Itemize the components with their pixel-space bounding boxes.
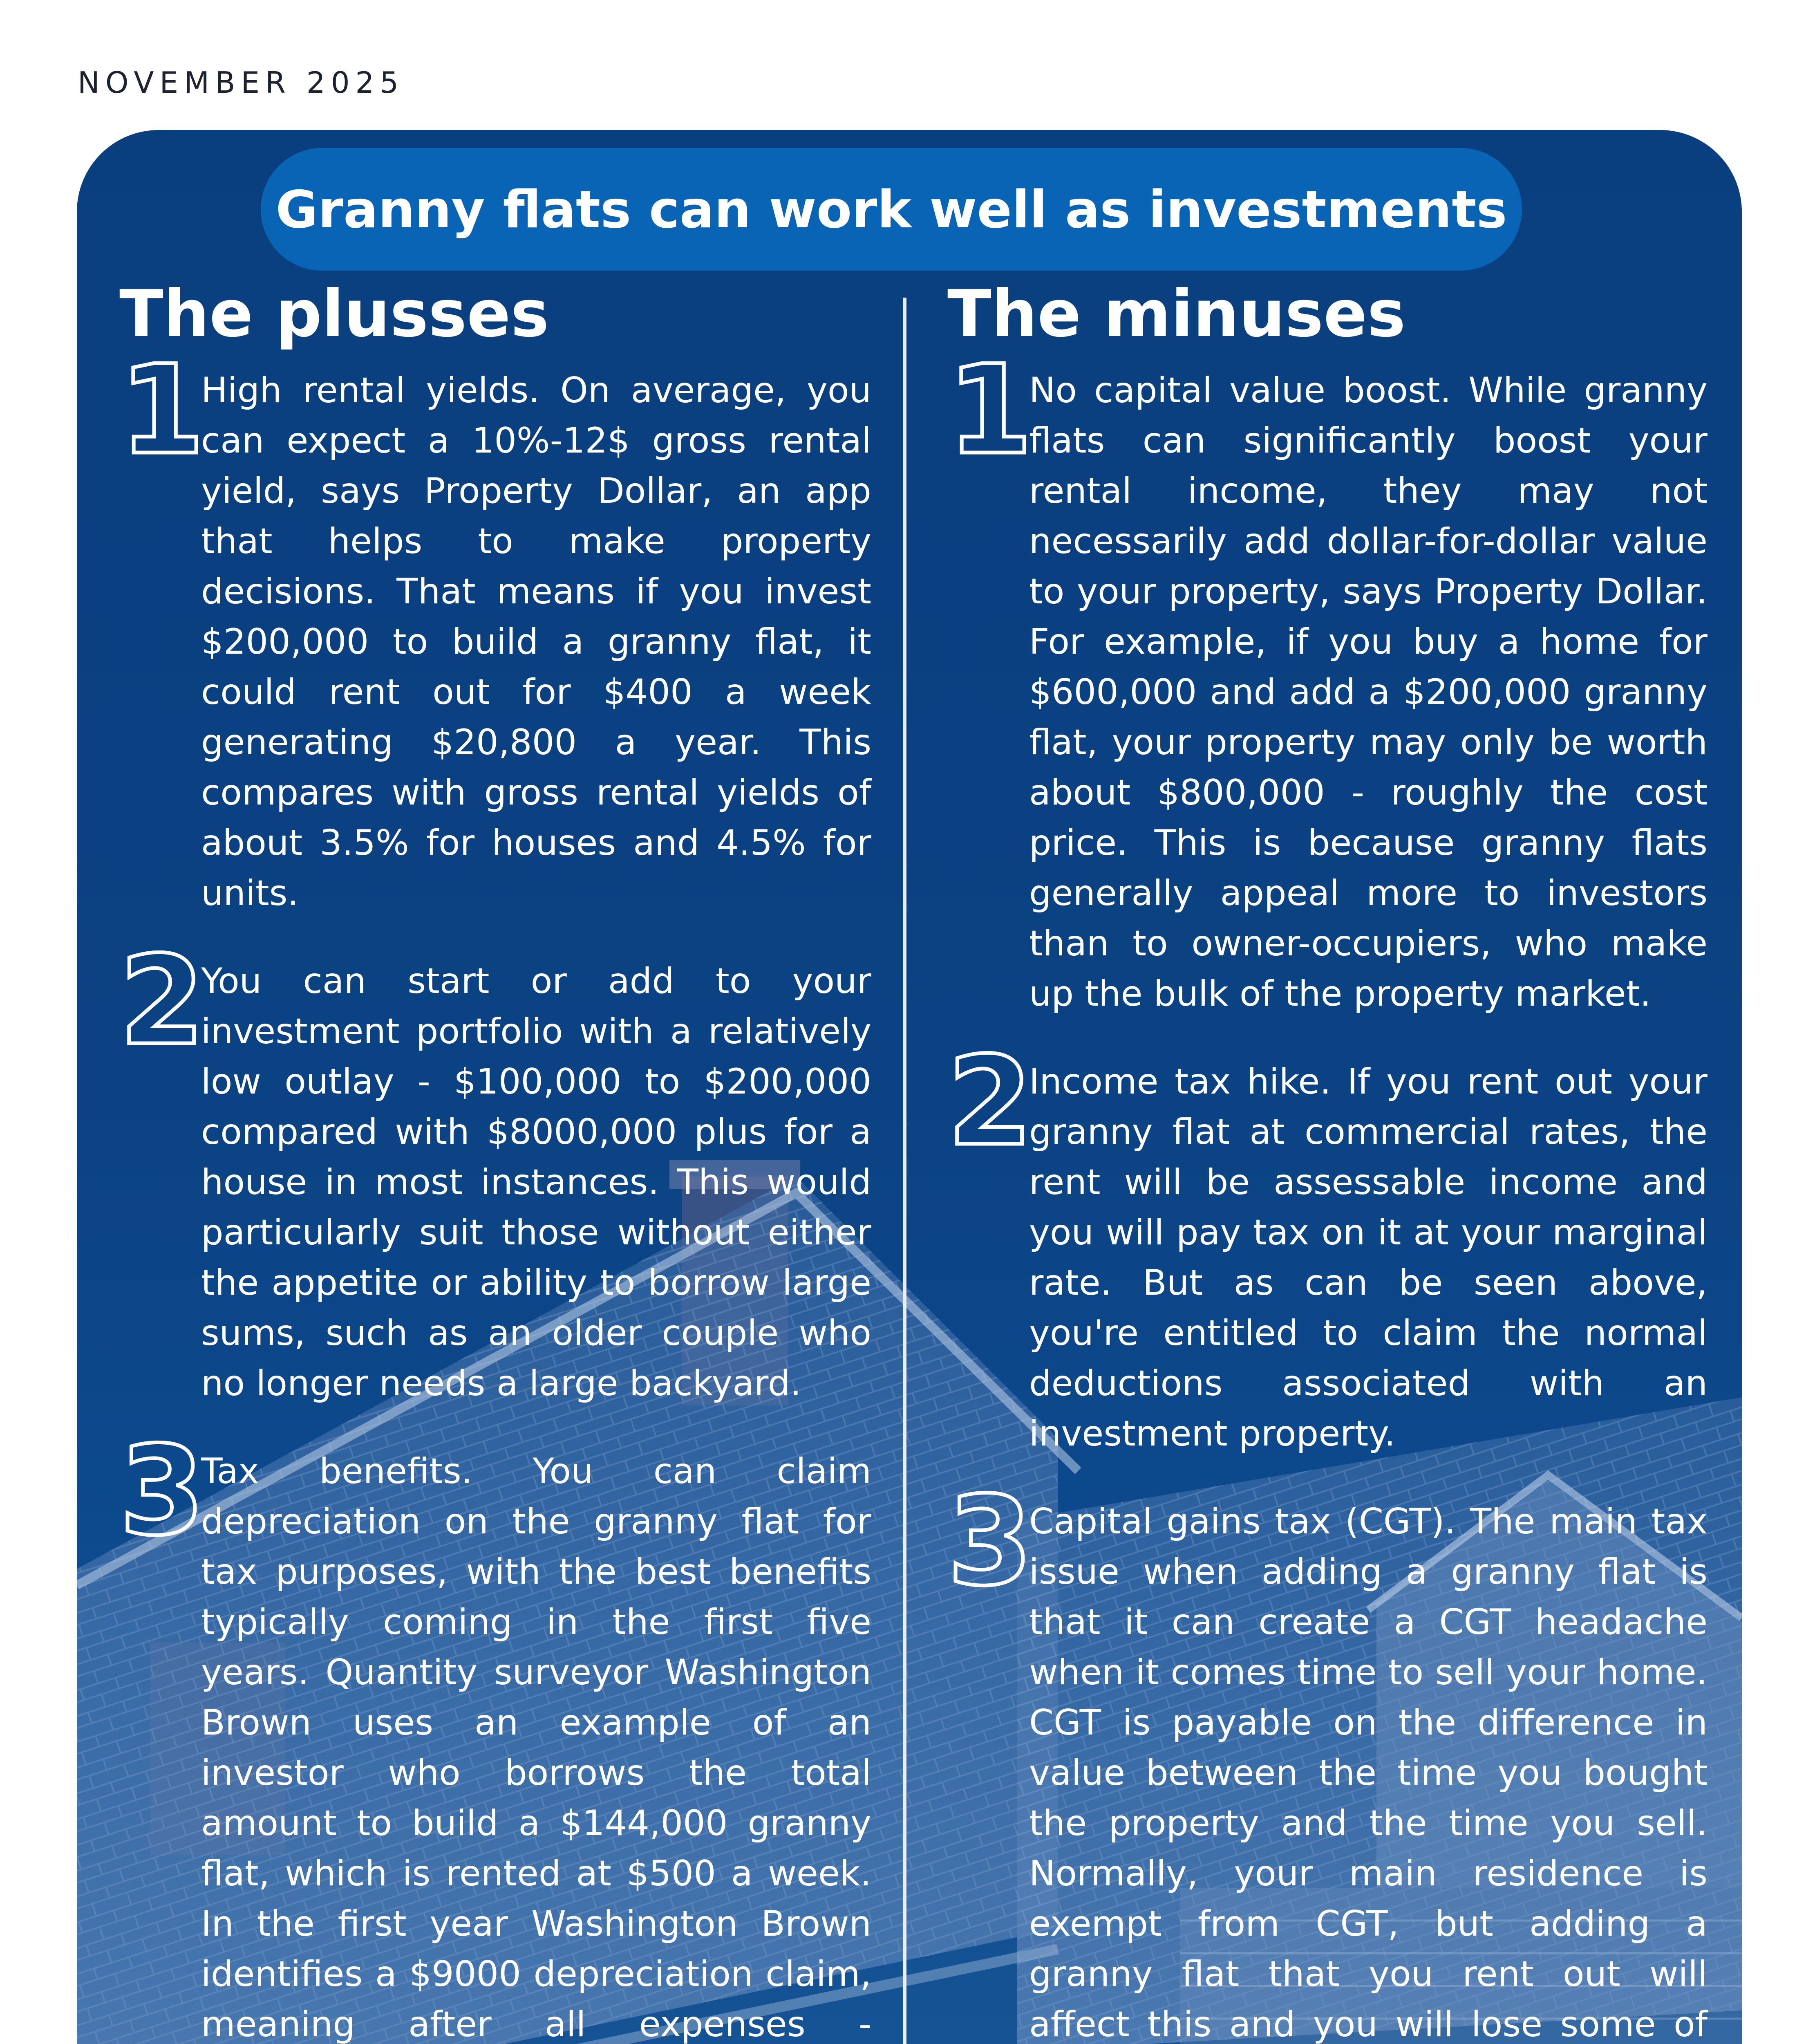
item-text: Tax benefits. You can claim depreciation on the granny flat for tax purposes, with the best benefits typically coming in the first five years. Quantity surveyor Washington Brown uses an example of an investor who borrows the total amount to build a $144,000 granny flat, which is rented at $500 a week. In the first year Washington Brown identifies a $9000 depreciation claim, meaning after all expenses - [201,1450,871,2044]
item-text: You can start or add to your investment portfolio with a relatively low outlay - $100,000 to $200,000 compared with $8000,000 plus for a house in most instances. This would particularly suit those without either the appetite or ability to borrow large sums, such as an older couple who no longer needs a large backyard. [201,960,871,1404]
minuses-item [947,1470,1708,2044]
column-divider [903,298,906,2044]
item-text: No capital value boost. While granny flats can significantly boost your rental income, they may not necessarily add dollar-for-dollar value to your property, says Property Dollar. For example, if you buy a home for $600,000 and add a $200,000 granny flat, your property may only be worth about $800,000 - roughly the cost price. This is because granny flats generally appeal more to investors than to owner-occupiers, who make up the bulk of the property market. [1029,370,1708,1014]
item-number: 1 [947,338,1033,482]
plusses-heading: The plusses [119,276,549,352]
article-panel [77,130,1742,2044]
plusses-item [119,338,871,919]
item-text: Income tax hike. If you rent out your granny flat at commercial rates, the rent will be assessable income and you will pay tax on it at your marginal rate. But as can be seen above, you're entitled to claim the normal deductions associated with an investment property. [1029,1061,1708,1454]
minuses-heading: The minuses [947,276,1406,352]
issue-date: NOVEMBER 2025 [78,65,405,100]
item-number: 2 [947,1030,1033,1173]
item-number: 1 [119,338,205,482]
plusses-item [119,929,871,1409]
article-title: Granny flats can work well as investments [261,148,1522,271]
minuses-item [947,1030,1708,1459]
item-number: 3 [947,1470,1033,1613]
item-text: Capital gains tax (CGT). The main tax issue when adding a granny flat is that it can create a CGT headache when it comes time to sell your home. CGT is payable on the difference in value between the time you bought the property and the time you sell. Normally, your main residence is exempt from CGT, but adding a granny flat that you rent out will affect this and you will lose some of [1029,1501,1708,2044]
plusses-item [119,1419,871,2044]
plusses-column [119,277,871,2044]
minuses-column [947,277,1708,2044]
item-number: 3 [119,1419,205,1562]
item-number: 2 [119,929,205,1072]
item-text: High rental yields. On average, you can expect a 10%-12$ gross rental yield, says Property Dollar, an app that helps to make property decisions. That means if you invest $200,000 to build a granny flat, it could rent out for $400 a week generating $20,800 a year. This compares with gross rental yields of about 3.5% for houses and 4.5% for units. [201,370,871,914]
minuses-item [947,338,1708,1019]
